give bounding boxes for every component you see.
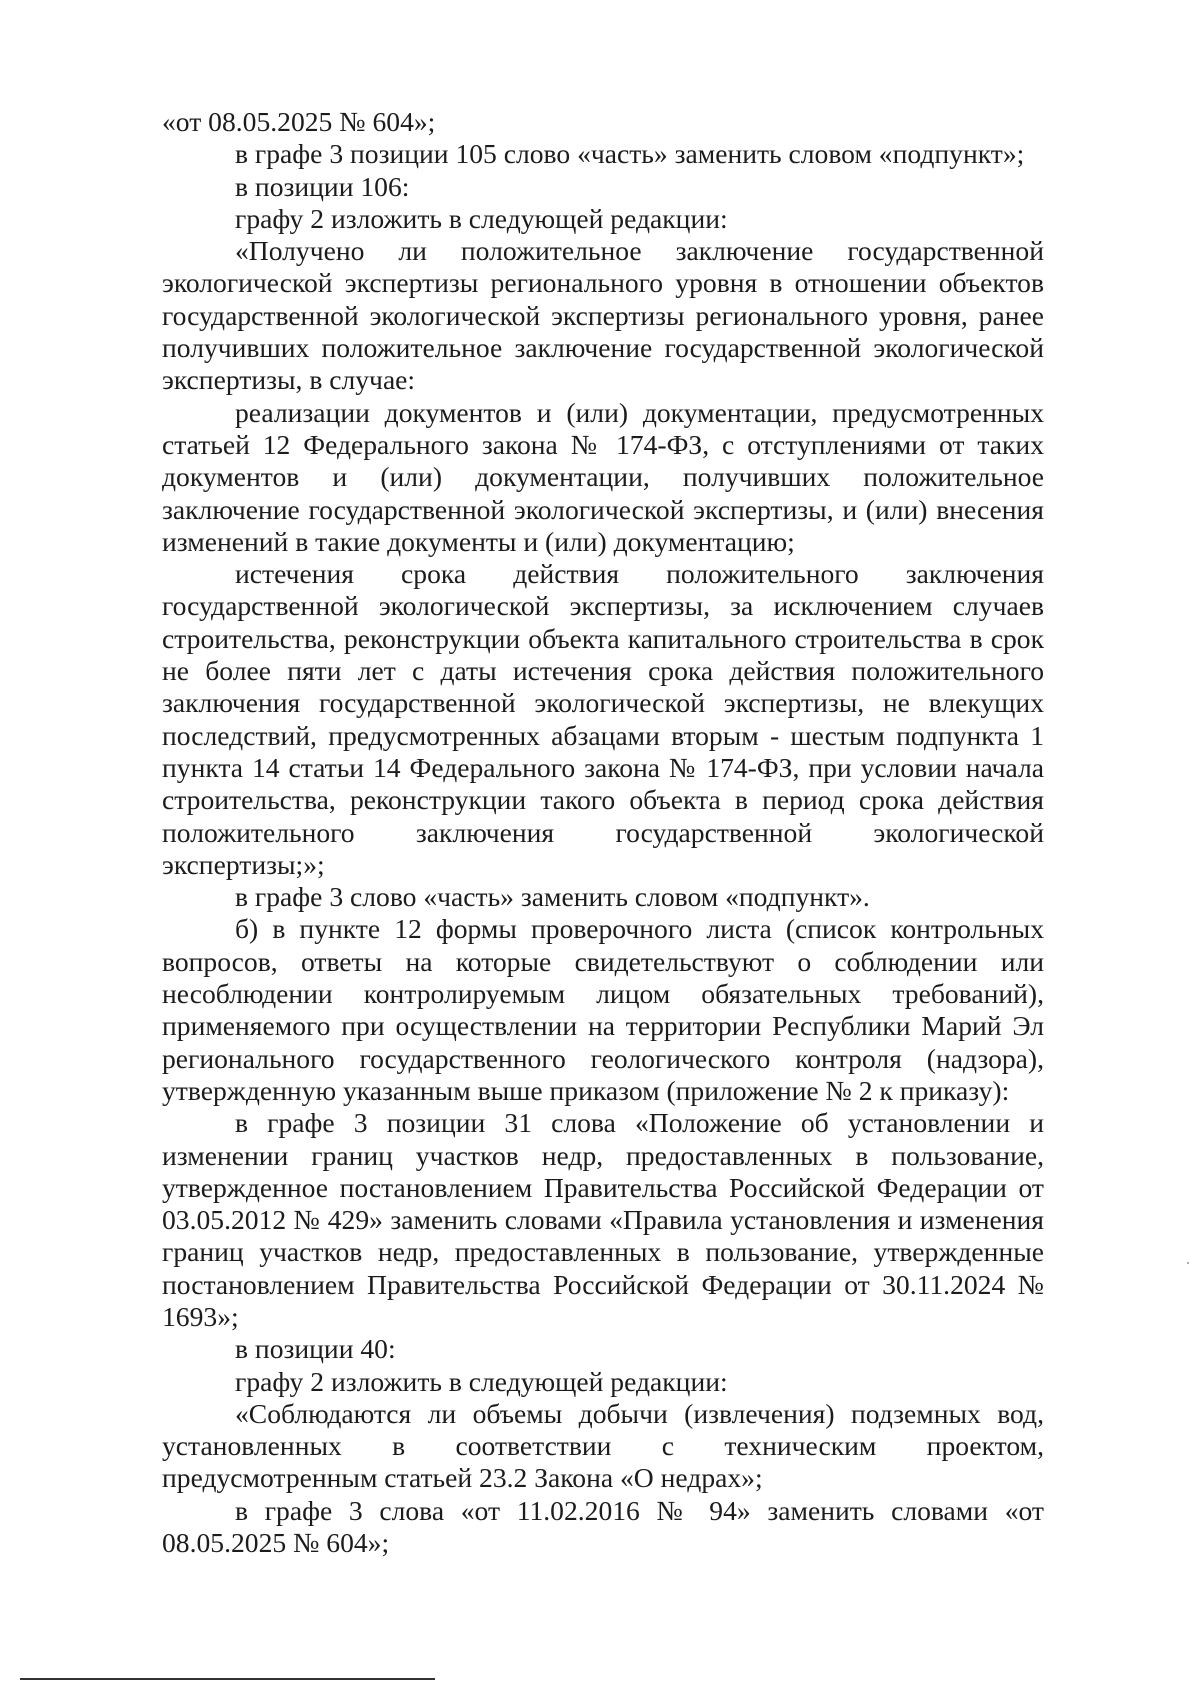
document-body xyxy=(162,106,1044,1559)
footer-rule xyxy=(20,1678,435,1680)
paragraph-12: графу 2 изложить в следующей редакции: xyxy=(235,1365,728,1397)
scan-speck xyxy=(1187,1262,1189,1264)
paragraph-7: истечения срока действия положительного заключения государственной экологической экспертизы, за исключением случаев строительства, реконструкции объекта капитального строительства в срок не более пяти лет с даты истечения срока действия положительного заключения государственной экологической экспертизы, не влекущих последствий, предусмотренных абзацами вторым - шестым подпункта 1 пункта 14 статьи 14 Федерального закона № 174-ФЗ, при условии начала строительства, реконструкции такого объекта в период срока действия положительного заключения государственной экологической экспертизы;»; xyxy=(162,558,1044,880)
paragraph-6: реализации документов и (или) документации, предусмотренных статьей 12 Федерального закона № 174-ФЗ, с отступлениями от таких документов и (или) документации, получивших положительное заключение государственной экологической экспертизы, и (или) внесения изменений в такие документы и (или) документацию; xyxy=(162,396,1044,557)
paragraph-2: в графе 3 позиции 105 слово «часть» заменить словом «подпункт»; xyxy=(235,138,1025,170)
paragraph-1: «от 08.05.2025 № 604»; xyxy=(162,106,436,137)
paragraph-8: в графе 3 слово «часть» заменить словом «подпункт». xyxy=(235,881,870,913)
paragraph-3: в позиции 106: xyxy=(235,170,410,202)
paragraph-5: «Получено ли положительное заключение государственной экологической экспертизы регионального уровня в отношении объектов государственной экологической экспертизы регионального уровня, ранее получивших положительное заключение государственной экологической экспертизы, в случае: xyxy=(162,235,1044,396)
paragraph-4: графу 2 изложить в следующей редакции: xyxy=(235,202,728,234)
paragraph-13: «Соблюдаются ли объемы добычи (извлечения) подземных вод, установленных в соответствии с техническим проектом, предусмотренным статьей 23.2 Закона «О недрах»; xyxy=(162,1397,1044,1494)
paragraph-11: в позиции 40: xyxy=(235,1333,396,1365)
paragraph-9: б) в пункте 12 формы проверочного листа (список контрольных вопросов, ответы на которые свидетельствуют о соблюдении или несоблюдении контролируемым лицом обязательных требований), применяемого при осуществлении на территории Республики Марий Эл регионального государственного геологического контроля (надзора), утвержденную указанным выше приказом (приложение № 2 к приказу): xyxy=(162,913,1044,1106)
paragraph-14: в графе 3 слова «от 11.02.2016 № 94» заменить словами «от 08.05.2025 № 604»; xyxy=(162,1494,1044,1559)
paragraph-10: в графе 3 позиции 31 слова «Положение об установлении и изменении границ участков недр, предоставленных в пользование, утвержденное постановлением Правительства Российской Федерации от 03.05.2012 № 429» заменить словами «Правила установления и изменения границ участков недр, предоставленных в пользование, утвержденные постановлением Правительства Российской Федерации от 30.11.2024 № 1693»; xyxy=(162,1107,1044,1332)
